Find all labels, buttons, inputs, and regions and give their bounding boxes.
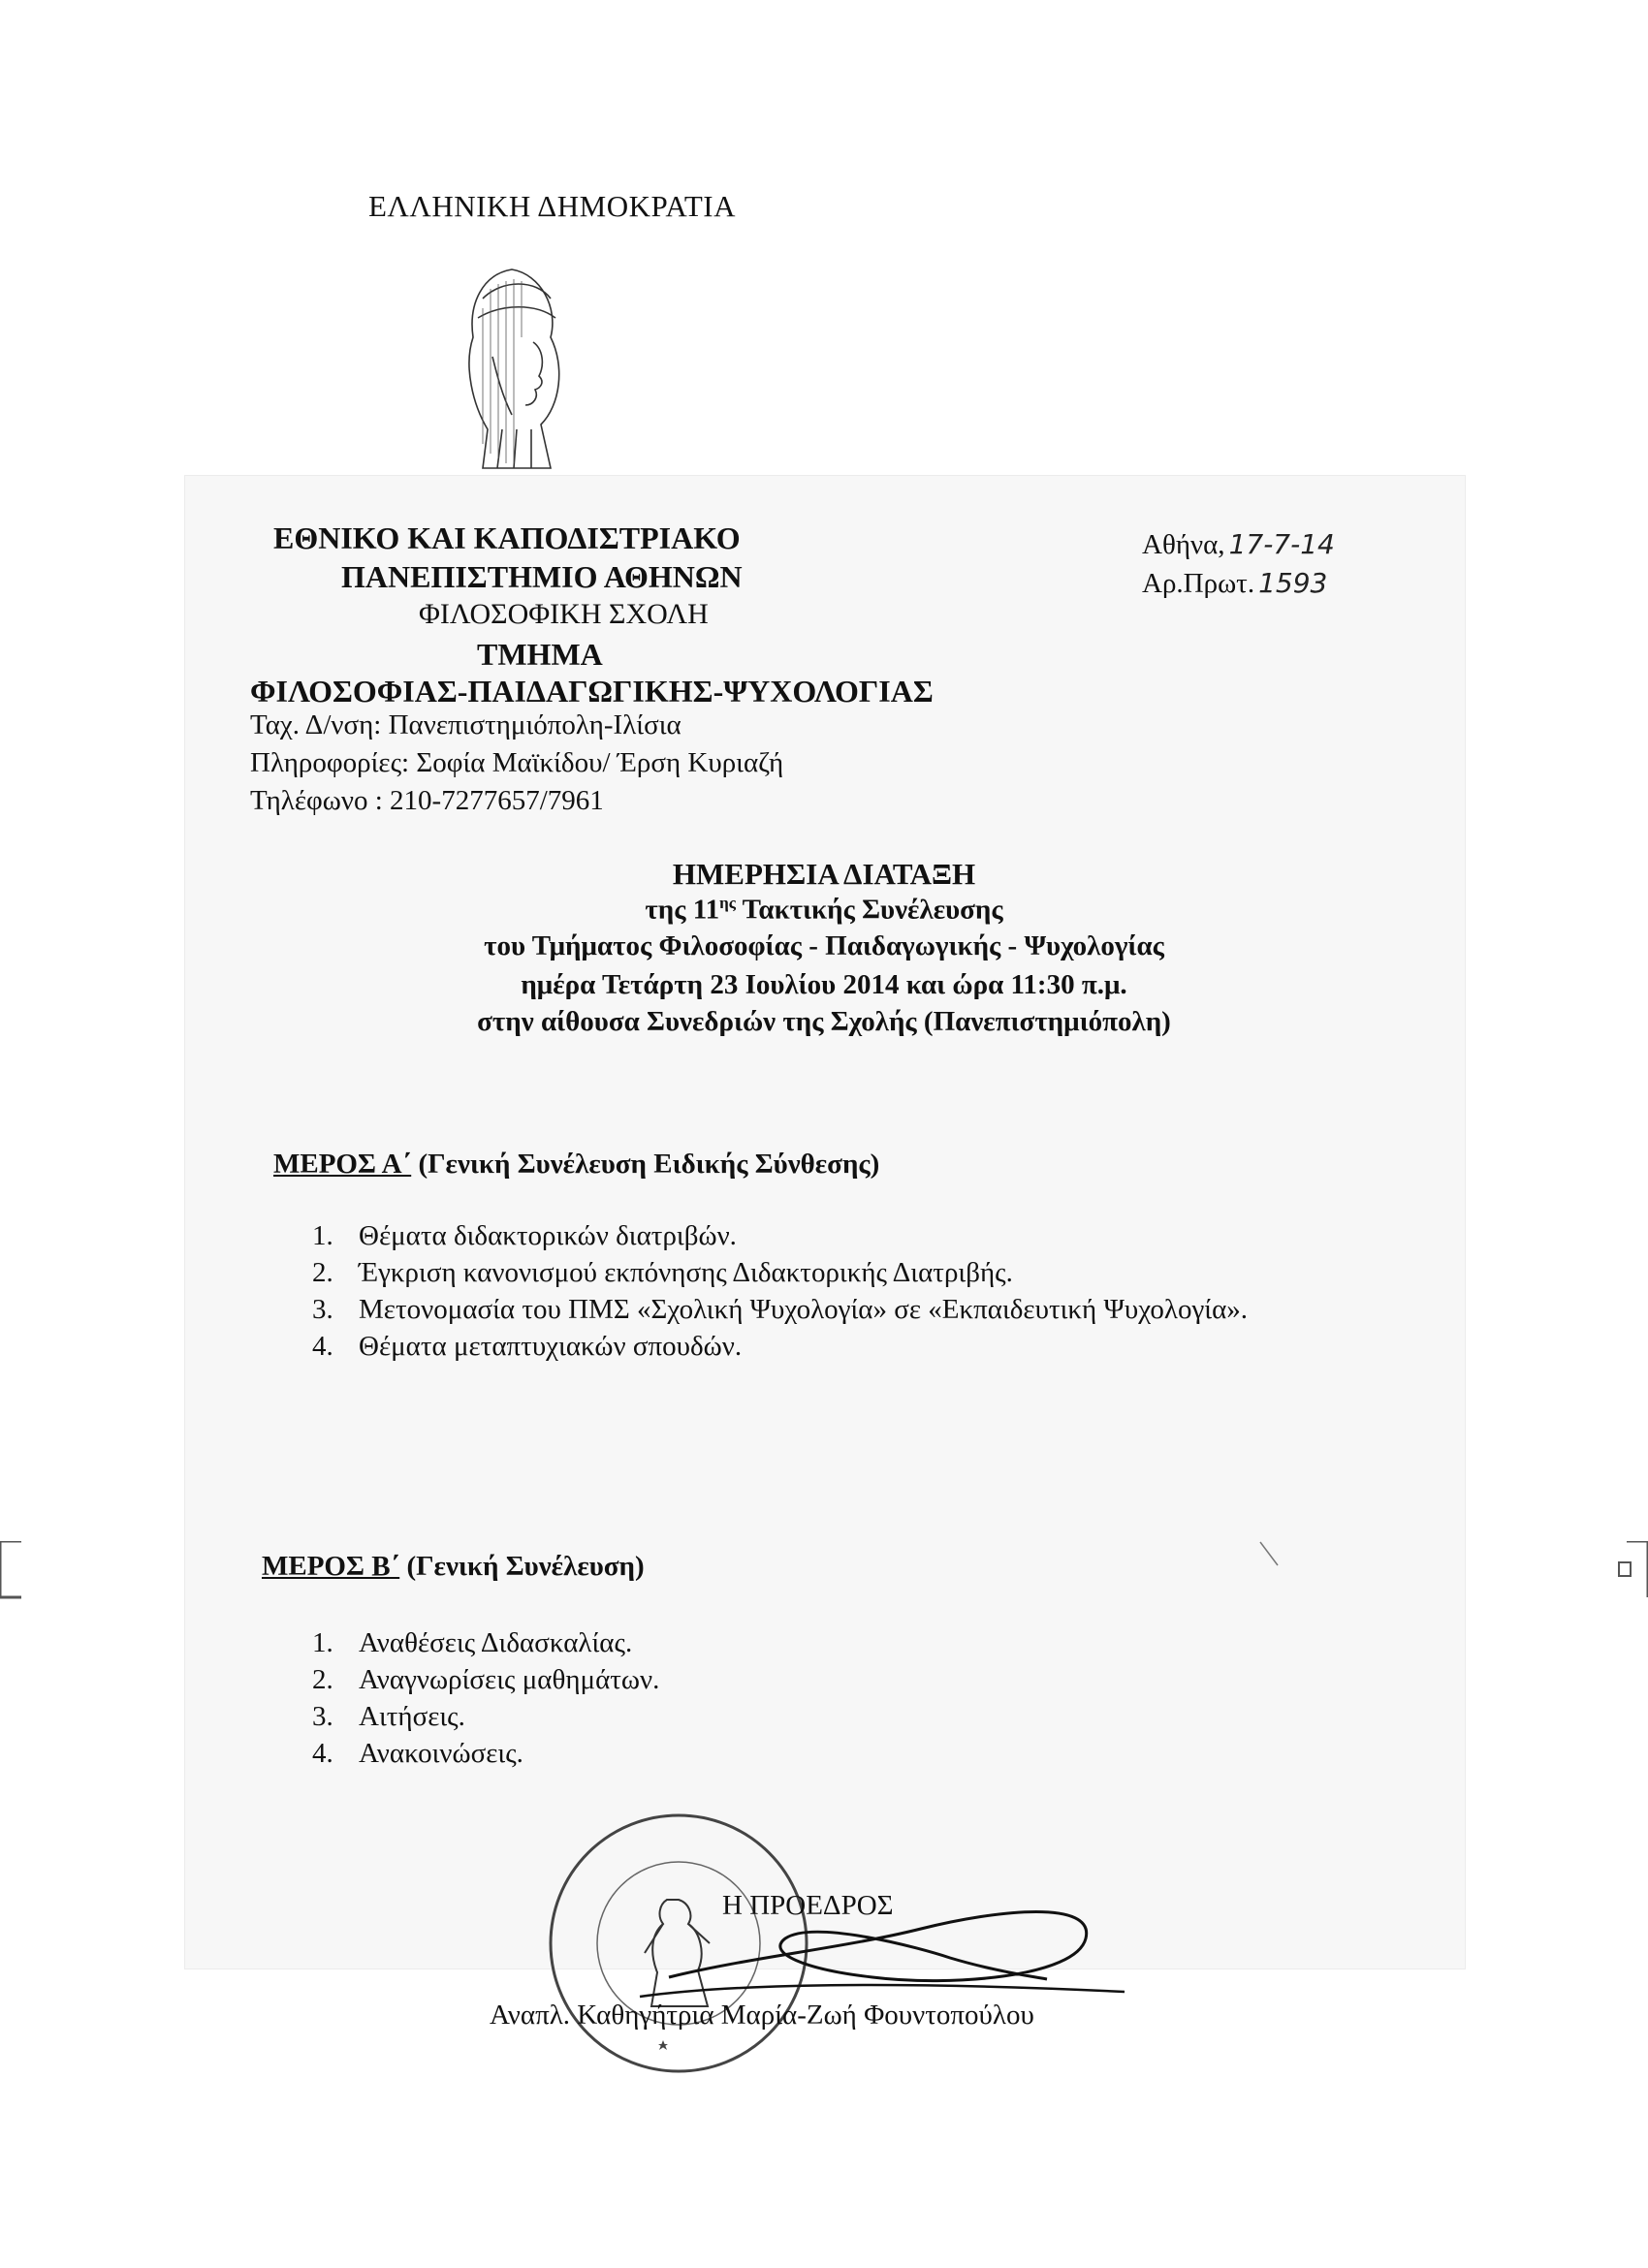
meeting-location: στην αίθουσα Συνεδριών της Σχολής (Πανεπιστημιόπολη) — [477, 1006, 1171, 1037]
list-item-number: 4. — [312, 1738, 333, 1769]
list-item-text: Θέματα μεταπτυχιακών σπουδών. — [359, 1331, 743, 1362]
list-item-text: Αναθέσεις Διδασκαλίας. — [359, 1627, 633, 1658]
list-item-number: 2. — [312, 1664, 333, 1695]
meeting-ordinal — [0, 894, 1648, 927]
handwritten-signature — [630, 1861, 1134, 2016]
section-b-label: ΜΕΡΟΣ Β΄ — [262, 1551, 400, 1582]
list-item — [312, 1735, 1185, 1772]
date-label: Αθήνα, — [1142, 529, 1225, 560]
list-item — [312, 1624, 1185, 1661]
list-item-text: Μετονομασία του ΠΜΣ «Σχολική Ψυχολογία» σε «Εκπαιδευτική Ψυχολογία». — [359, 1294, 1249, 1325]
list-item-text: Αιτήσεις. — [359, 1701, 465, 1732]
date-line — [1142, 528, 1335, 561]
list-item-number: 3. — [312, 1701, 333, 1732]
school-name: ΦΙΛΟΣΟΦΙΚΗ ΣΧΟΛΗ — [419, 598, 709, 630]
list-item-number: 4. — [312, 1331, 333, 1362]
section-b-subheading: (Γενική Συνέλευση) — [399, 1551, 645, 1582]
list-item — [312, 1661, 1185, 1698]
meeting-ordinal-pre: της 11 — [645, 894, 720, 926]
meeting-datetime: ημέρα Τετάρτη 23 Ιουλίου 2014 και ώρα 11:30 π.μ. — [521, 969, 1127, 1000]
section-a-subheading: (Γενική Συνέλευση Ειδικής Σύνθεσης) — [411, 1149, 880, 1180]
section-b-list — [312, 1624, 1185, 1772]
protocol-number: 1593 — [1258, 567, 1328, 599]
list-item-number: 1. — [312, 1627, 333, 1658]
date-value: 17-7-14 — [1228, 528, 1335, 560]
information-contact: Πληροφορίες: Σοφία Μαϊκίδου/ Έρση Κυριαζή — [250, 747, 784, 778]
list-item — [312, 1291, 1301, 1328]
phone-number: Τηλέφωνο : 210-7277657/7961 — [250, 785, 604, 816]
meeting-ordinal-post: Τακτικής Συνέλευσης — [735, 894, 1003, 926]
section-a-heading — [273, 1149, 879, 1181]
athena-emblem-icon — [444, 260, 587, 475]
list-item-number: 1. — [312, 1220, 333, 1251]
list-item-number: 3. — [312, 1294, 333, 1325]
list-item-number: 2. — [312, 1257, 333, 1288]
agenda-title: ΗΜΕΡΗΣΙΑ ΔΙΑΤΑΞΗ — [672, 857, 976, 891]
country-name: ΕΛΛΗΝΙΚΗ ΔΗΜΟΚΡΑΤΙΑ — [368, 189, 737, 223]
list-item-text: Θέματα διδακτορικών διατριβών. — [359, 1220, 737, 1251]
meeting-department: του Τμήματος Φιλοσοφίας - Παιδαγωγικής - Ψυχολογίας — [484, 930, 1164, 961]
list-item-text: Ανακοινώσεις. — [359, 1738, 523, 1769]
list-item — [312, 1254, 1301, 1291]
scan-edge-marks — [0, 1541, 1648, 1599]
university-name-line1: ΕΘΝΙΚΟ ΚΑΙ ΚΑΠΟΔΙΣΤΡΙΑΚΟ — [273, 520, 741, 555]
president-title: Η ΠΡΟΕΔΡΟΣ — [722, 1890, 894, 1921]
protocol-label: Αρ.Πρωτ. — [1142, 568, 1255, 599]
protocol-line — [1142, 567, 1327, 600]
meeting-ordinal-suffix: ης — [719, 894, 736, 912]
list-item — [312, 1328, 1301, 1365]
section-a-list — [312, 1217, 1301, 1365]
list-item — [312, 1698, 1185, 1735]
list-item — [312, 1217, 1301, 1254]
department-name: ΦΙΛΟΣΟΦΙΑΣ-ΠΑΙΔΑΓΩΓΙΚΗΣ-ΨΥΧΟΛΟΓΙΑΣ — [250, 674, 934, 709]
list-item-text: Αναγνωρίσεις μαθημάτων. — [359, 1664, 660, 1695]
president-name: Αναπλ. Καθηγήτρια Μαρία-Ζωή Φουντοπούλου — [490, 2000, 1034, 2031]
section-a-label: ΜΕΡΟΣ Α΄ — [273, 1149, 412, 1180]
postal-address: Ταχ. Δ/νση: Πανεπιστημιόπολη-Ιλίσια — [250, 709, 681, 740]
department-label: ΤΜΗΜΑ — [477, 637, 603, 672]
list-item-text: Έγκριση κανονισμού εκπόνησης Διδακτορικής Διατριβής. — [359, 1257, 1013, 1288]
university-name-line2: ΠΑΝΕΠΙΣΤΗΜΙΟ ΑΘΗΝΩΝ — [341, 559, 743, 594]
